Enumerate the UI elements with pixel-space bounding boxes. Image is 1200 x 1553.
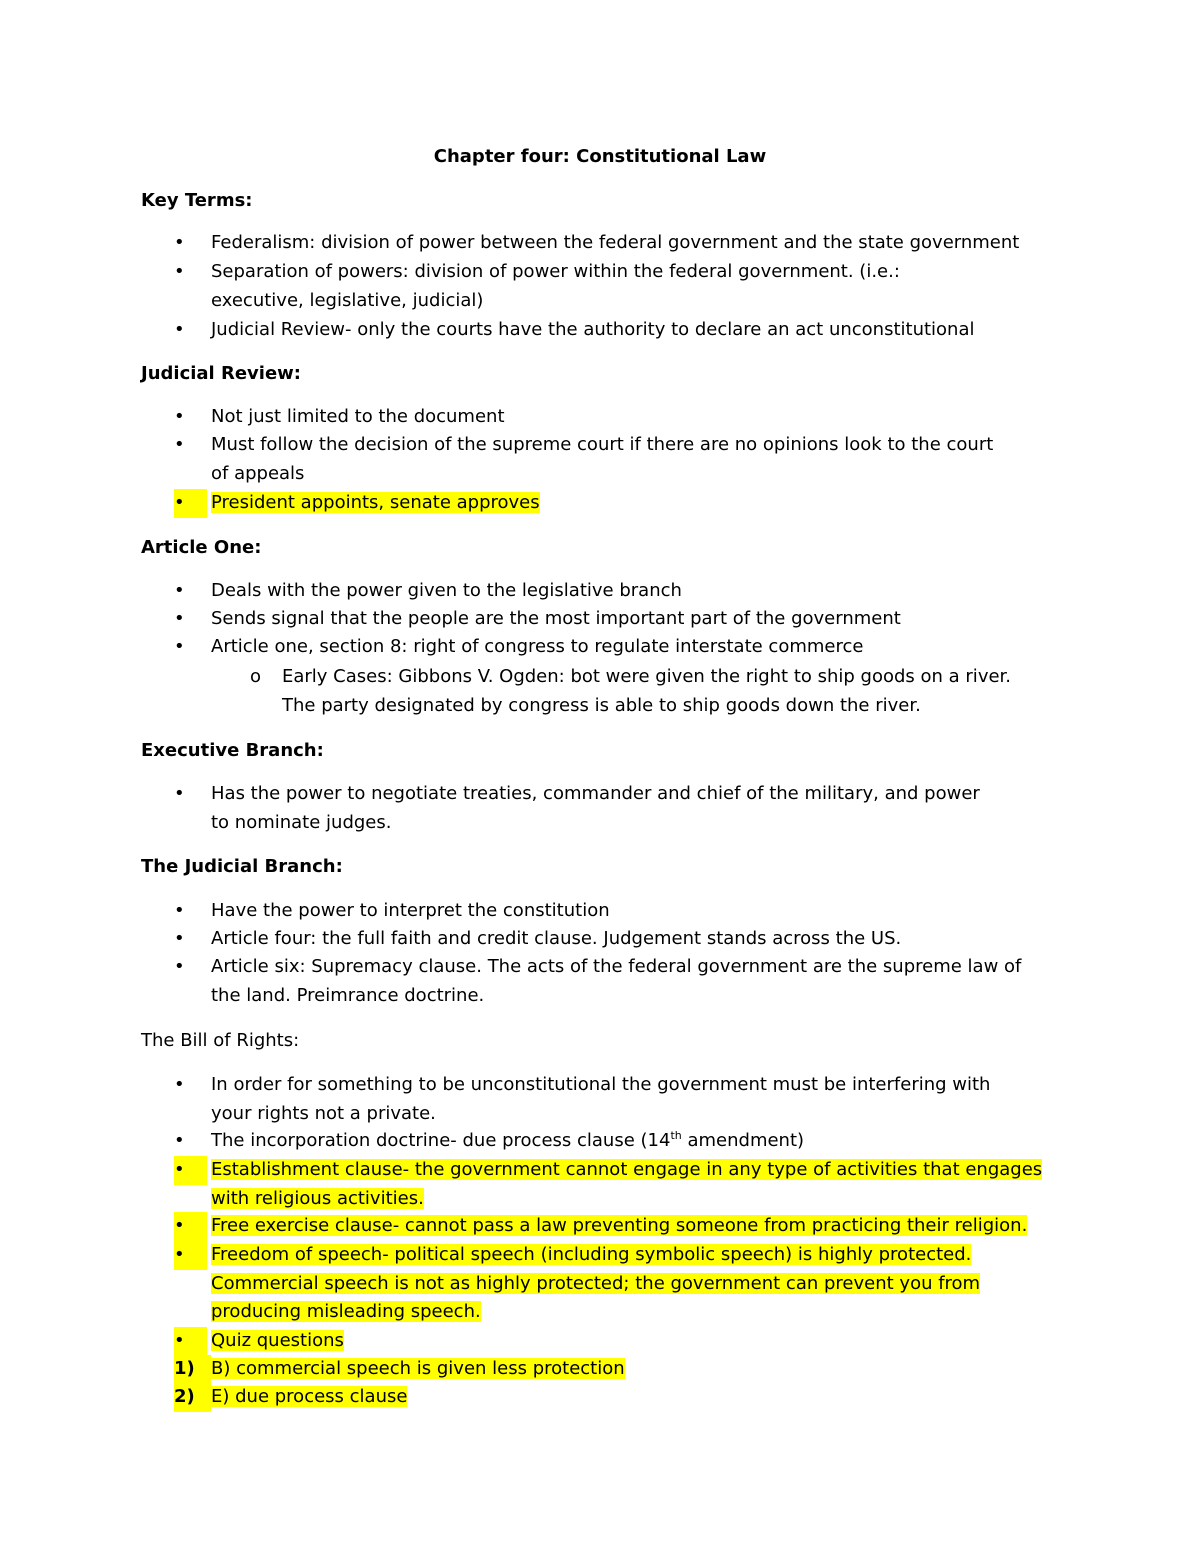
- list-item: In order for something to be unconstitutional the government must be interfering with your rights not a private.: [211, 1074, 991, 1124]
- bullet-icon: •: [174, 636, 185, 657]
- heading-judicial-branch: The Judicial Branch:: [141, 856, 343, 877]
- list-item: Judicial Review- only the courts have the authority to declare an act unconstitutional: [211, 319, 975, 340]
- list-item: Has the power to negotiate treaties, commander and chief of the military, and power to nominate judges.: [211, 783, 980, 833]
- ordinal-suffix: th: [670, 1129, 682, 1142]
- bullet-icon: •: [174, 1156, 207, 1185]
- page-title: Chapter four: Constitutional Law: [433, 146, 767, 167]
- list-item: Deals with the power given to the legislative branch: [211, 580, 682, 601]
- heading-judicial-review: Judicial Review:: [141, 363, 301, 384]
- highlighted-text: Free exercise clause- cannot pass a law preventing someone from practicing their religion.: [211, 1215, 1028, 1236]
- list-item: [211, 1127, 1071, 1156]
- list-item: Article six: Supremacy clause. The acts of the federal government are the supreme law of the land. Preimrance doctrine.: [211, 956, 1022, 1006]
- highlighted-text: President appoints, senate approves: [211, 492, 540, 513]
- bullet-icon: •: [174, 580, 185, 601]
- list-item: Sends signal that the people are the most important part of the government: [211, 608, 901, 629]
- incorporation-text: The incorporation doctrine- due process clause (14: [211, 1130, 671, 1151]
- list-item: Separation of powers: division of power within the federal government. (i.e.: executive, legislative, judicial): [211, 261, 900, 311]
- highlighted-text: Freedom of speech- political speech (including symbolic speech) is highly protected. Commercial speech is not as highly protected; the government can prevent you from producing misleading speech.: [211, 1244, 981, 1323]
- list-item: Have the power to interpret the constitution: [211, 900, 610, 921]
- bullet-icon: •: [174, 319, 185, 340]
- bullet-icon: •: [174, 1074, 185, 1095]
- list-item-highlighted: [211, 1212, 1071, 1241]
- list-item: Article four: the full faith and credit clause. Judgement stands across the US.: [211, 928, 902, 949]
- list-item-highlighted: [211, 1156, 1061, 1213]
- highlighted-text: B) commercial speech is given less protection: [211, 1358, 625, 1379]
- highlighted-text: E) due process clause: [211, 1386, 408, 1407]
- heading-key-terms: Key Terms:: [141, 190, 253, 211]
- bullet-icon: •: [174, 1327, 207, 1356]
- bullet-icon: •: [174, 406, 185, 427]
- highlighted-text: Quiz questions: [211, 1330, 344, 1351]
- bullet-icon: •: [174, 956, 185, 977]
- numbered-item-highlighted: [211, 1383, 1071, 1412]
- list-item-highlighted: [211, 1327, 1071, 1356]
- bullet-icon: •: [174, 608, 185, 629]
- highlighted-text: Establishment clause- the government cannot engage in any type of activities that engages with religious activities.: [211, 1159, 1043, 1209]
- bullet-icon: •: [174, 232, 185, 253]
- bullet-icon: •: [174, 261, 185, 282]
- incorporation-tail: amendment): [681, 1130, 805, 1151]
- bullet-icon: •: [174, 928, 185, 949]
- list-number: 1): [174, 1355, 211, 1384]
- list-item-highlighted: [211, 489, 1071, 518]
- bullet-icon: •: [174, 1130, 185, 1151]
- heading-bill-of-rights: The Bill of Rights:: [141, 1030, 300, 1051]
- list-item-highlighted: [211, 1241, 1061, 1327]
- bullet-icon: •: [174, 1212, 207, 1241]
- sub-bullet-icon: o: [250, 666, 262, 687]
- bullet-icon: •: [174, 783, 185, 804]
- numbered-item-highlighted: [211, 1355, 1071, 1384]
- bullet-icon: •: [174, 1241, 207, 1270]
- list-item: Not just limited to the document: [211, 406, 505, 427]
- heading-executive-branch: Executive Branch:: [141, 740, 324, 761]
- bullet-icon: •: [174, 434, 185, 455]
- list-number: 2): [174, 1383, 211, 1412]
- bullet-icon: •: [174, 489, 207, 518]
- list-item: Article one, section 8: right of congress to regulate interstate commerce: [211, 636, 864, 657]
- list-item: Must follow the decision of the supreme court if there are no opinions look to the court of appeals: [211, 434, 994, 484]
- bullet-icon: •: [174, 900, 185, 921]
- sub-list-item: Early Cases: Gibbons V. Ogden: bot were given the right to ship goods on a river. The party designated by congress is able to ship goods down the river.: [282, 666, 1012, 716]
- heading-article-one: Article One:: [141, 537, 262, 558]
- list-item: Federalism: division of power between the federal government and the state government: [211, 232, 1020, 253]
